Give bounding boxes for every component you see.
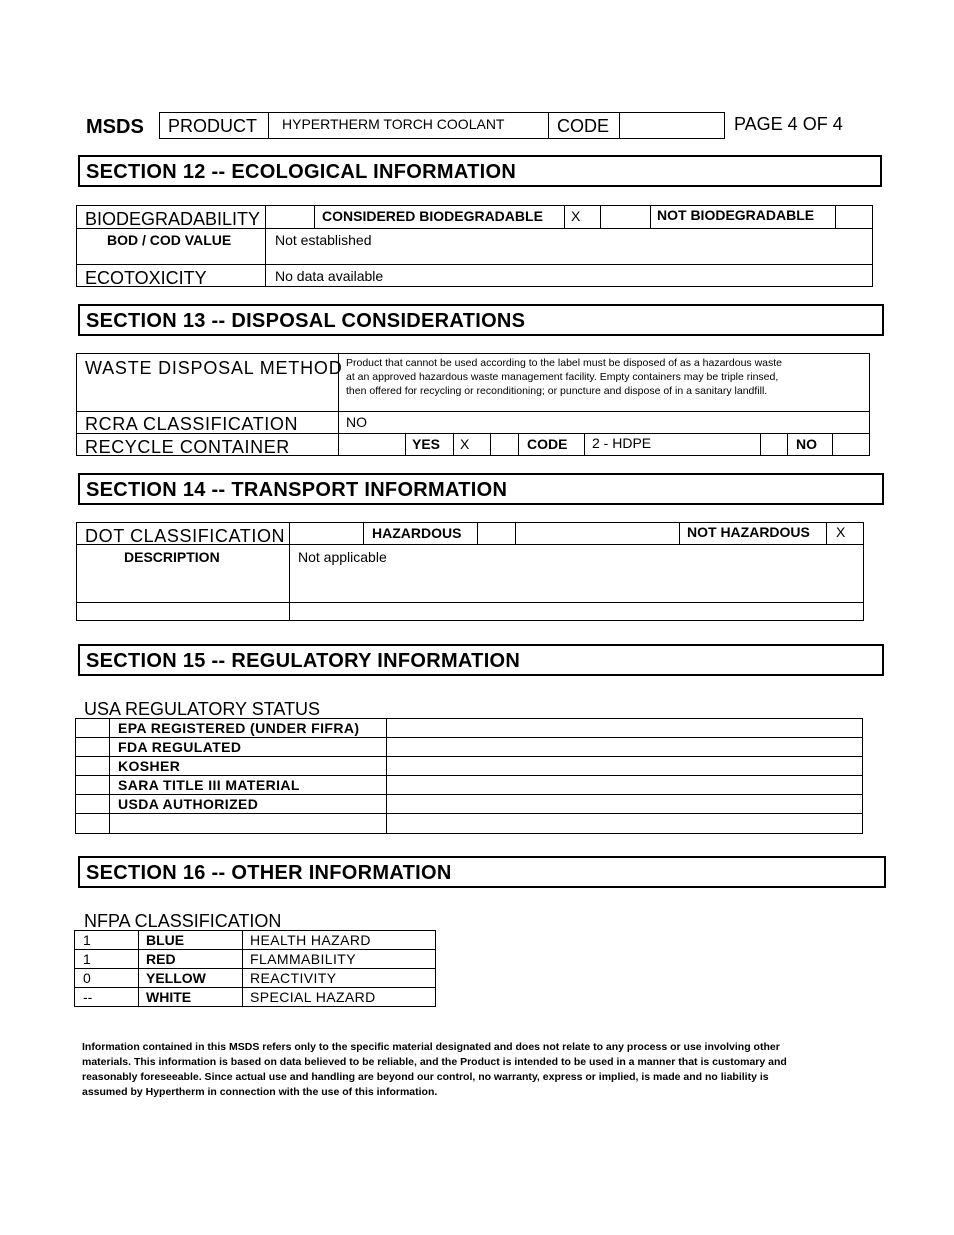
hazardous-label: HAZARDOUS bbox=[372, 525, 462, 541]
product-value-cell bbox=[268, 112, 549, 139]
nfpa-health-color: BLUE bbox=[146, 932, 185, 948]
usda-authorized-label: USDA AUTHORIZED bbox=[118, 796, 259, 812]
section-14-title: SECTION 14 -- TRANSPORT INFORMATION bbox=[78, 473, 884, 505]
kosher-label: KOSHER bbox=[118, 758, 181, 774]
page-number: PAGE 4 OF 4 bbox=[734, 114, 843, 134]
sara-title-label: SARA TITLE III MATERIAL bbox=[118, 777, 300, 793]
nfpa-special-rating: -- bbox=[83, 989, 93, 1005]
rcra-value: NO bbox=[346, 414, 367, 430]
epa-registered-label: EPA REGISTERED (UNDER FIFRA) bbox=[118, 720, 360, 736]
nfpa-flammability-hazard: FLAMMABILITY bbox=[250, 951, 356, 967]
disclaimer bbox=[82, 1040, 882, 1100]
disclaimer-line-1: Information contained in this MSDS refers only to the specific material designated and does not relate to any process or use involving other bbox=[82, 1041, 780, 1053]
code-label: CODE bbox=[557, 116, 610, 136]
dot-classification-label: DOT CLASSIFICATION bbox=[85, 526, 286, 546]
ecotoxicity-value: No data available bbox=[275, 268, 384, 284]
code-value-cell bbox=[619, 112, 725, 139]
nfpa-reactivity-hazard: REACTIVITY bbox=[250, 970, 337, 986]
not-hazardous-label: NOT HAZARDOUS bbox=[687, 524, 810, 540]
code-label-cell bbox=[548, 112, 620, 139]
considered-biodegradable-label: CONSIDERED BIODEGRADABLE bbox=[322, 208, 543, 224]
nfpa-health-rating: 1 bbox=[83, 932, 91, 948]
disclaimer-line-2: materials. This information is based on data believed to be reliable, and the Product is intended to be used in a manner that is customary and bbox=[82, 1056, 787, 1068]
nfpa-special-color: WHITE bbox=[146, 989, 192, 1005]
nfpa-reactivity-rating: 0 bbox=[83, 970, 91, 986]
fda-regulated-label: FDA REGULATED bbox=[118, 739, 242, 755]
recycle-container-label: RECYCLE CONTAINER bbox=[85, 437, 290, 457]
description-label: DESCRIPTION bbox=[124, 549, 220, 565]
bod-cod-label: BOD / COD VALUE bbox=[107, 232, 232, 248]
msds-label: MSDS bbox=[86, 116, 144, 138]
section-15-title: SECTION 15 -- REGULATORY INFORMATION bbox=[78, 644, 884, 676]
considered-biodegradable-checkbox[interactable]: X bbox=[571, 208, 581, 224]
recycle-yes-label: YES bbox=[412, 436, 441, 452]
recycle-code-value: 2 - HDPE bbox=[592, 435, 652, 451]
rcra-label: RCRA CLASSIFICATION bbox=[85, 414, 299, 434]
disclaimer-line-3: reasonably foreseeable. Since actual use and handling are beyond our control, no warranty, express or implied, is made and no liability is bbox=[82, 1071, 769, 1083]
description-value: Not applicable bbox=[298, 549, 387, 565]
usa-regulatory-status-label: USA REGULATORY STATUS bbox=[84, 699, 321, 719]
recycle-code-label: CODE bbox=[527, 436, 568, 452]
recycle-no-label: NO bbox=[796, 436, 817, 452]
waste-disposal-line-3: then offered for recycling or reconditioning; or puncture and dispose of in a sanitary landfill. bbox=[346, 385, 768, 397]
not-hazardous-checkbox[interactable]: X bbox=[836, 524, 846, 540]
product-value: HYPERTHERM TORCH COOLANT bbox=[282, 116, 505, 132]
product-label-cell bbox=[159, 112, 269, 139]
nfpa-flammability-color: RED bbox=[146, 951, 176, 967]
disclaimer-line-4: assumed by Hypertherm in connection with the use of this information. bbox=[82, 1086, 438, 1098]
waste-disposal-line-2: at an approved hazardous waste management facility. Empty containers may be triple rinsed, bbox=[346, 371, 779, 383]
biodegradability-label: BIODEGRADABILITY bbox=[85, 209, 261, 229]
ecotoxicity-label: ECOTOXICITY bbox=[85, 268, 207, 288]
section-13-title: SECTION 13 -- DISPOSAL CONSIDERATIONS bbox=[78, 304, 884, 336]
section-16-title: SECTION 16 -- OTHER INFORMATION bbox=[78, 856, 886, 888]
section-12-title: SECTION 12 -- ECOLOGICAL INFORMATION bbox=[78, 155, 882, 187]
waste-disposal-line-1: Product that cannot be used according to the label must be disposed of as a hazardous waste bbox=[346, 357, 783, 369]
product-label: PRODUCT bbox=[168, 116, 257, 136]
nfpa-health-hazard: HEALTH HAZARD bbox=[250, 932, 371, 948]
recycle-yes-checkbox[interactable]: X bbox=[460, 436, 470, 452]
nfpa-classification-label: NFPA CLASSIFICATION bbox=[84, 911, 282, 931]
nfpa-special-hazard: SPECIAL HAZARD bbox=[250, 989, 376, 1005]
nfpa-reactivity-color: YELLOW bbox=[146, 970, 206, 986]
bod-cod-value: Not established bbox=[275, 232, 372, 248]
nfpa-flammability-rating: 1 bbox=[83, 951, 91, 967]
not-biodegradable-label: NOT BIODEGRADABLE bbox=[657, 207, 815, 223]
waste-disposal-label: WASTE DISPOSAL METHOD bbox=[85, 358, 343, 378]
